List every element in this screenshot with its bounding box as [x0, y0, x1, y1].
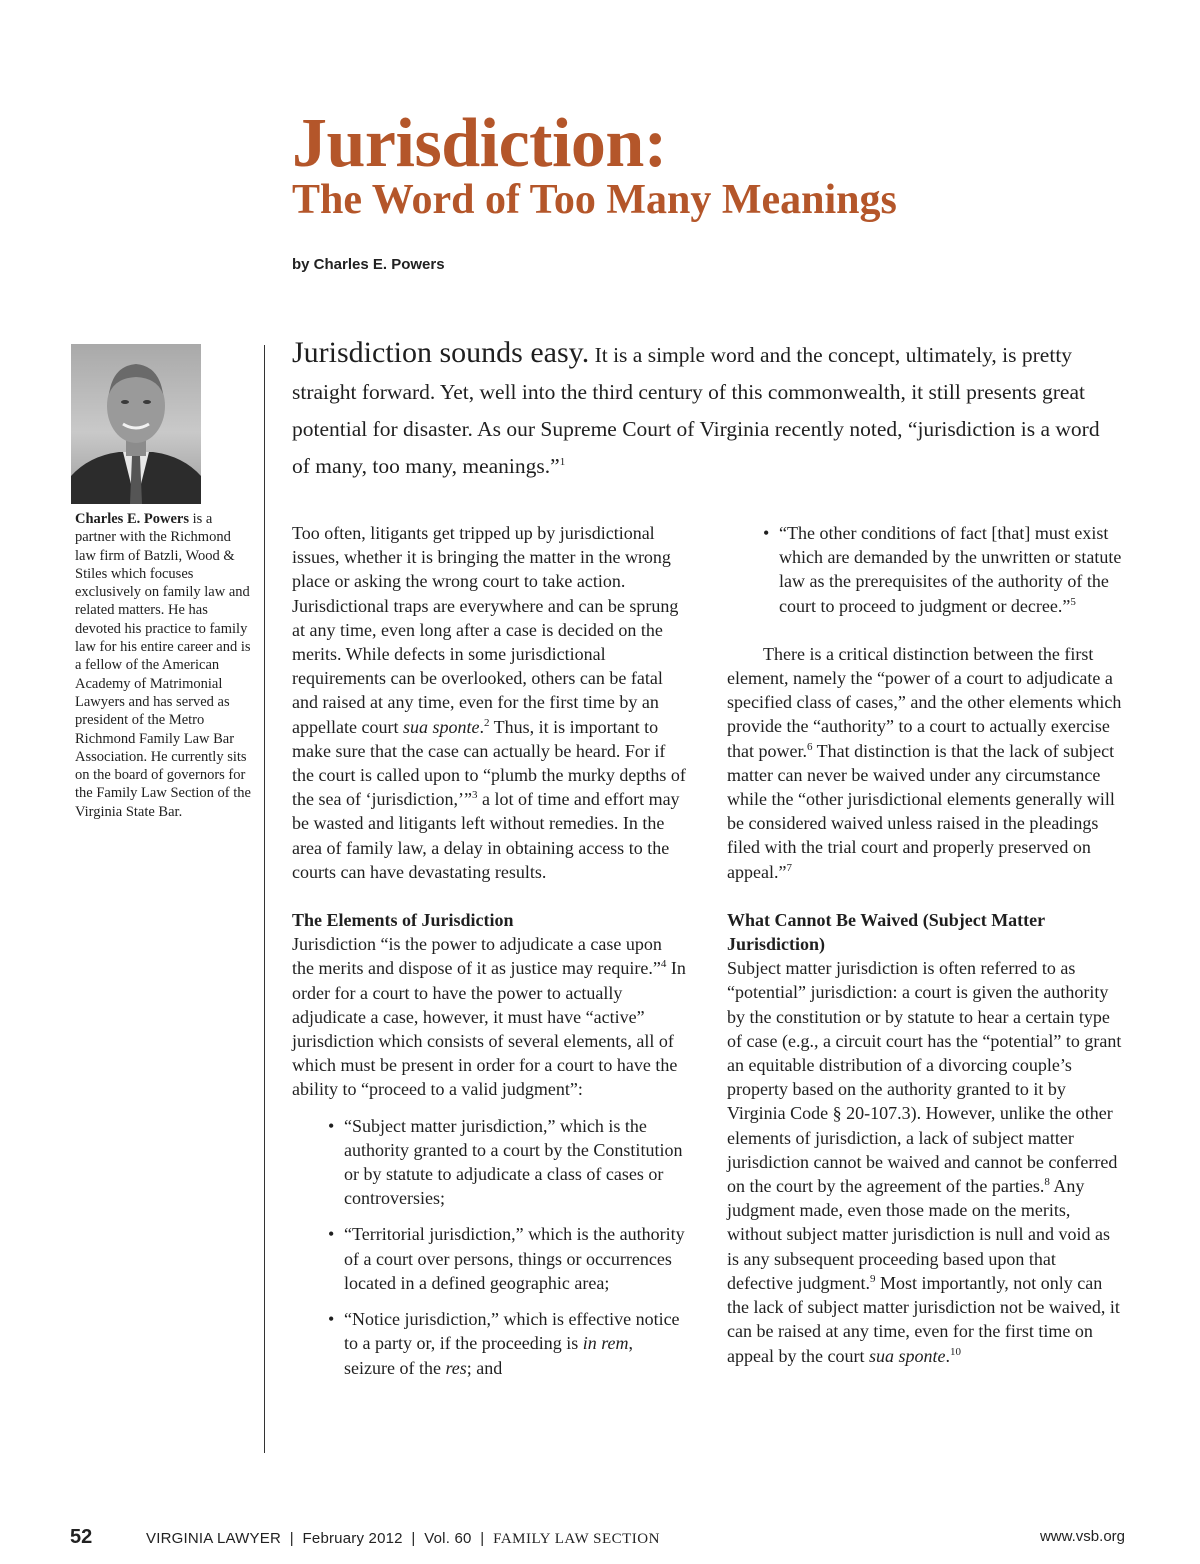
section-heading-cannot-be-waived: What Cannot Be Waived (Subject Matter Jurisdiction): [727, 909, 1045, 955]
subject-matter-paragraph: Subject matter jurisdiction is often referred to as “potential” jurisdiction: a court is given the authority by the constitution or by statute to hear a certain type of case (e.g., a circuit court has the “potential” to grant an equitable distribution of a divorcing couple’s property based on the authority granted to it by Virginia Code § 20-107.3). However, unlike the other elements of jurisdiction, a lack of subject matter jurisdiction cannot be waived and cannot be conferred on the court by the agreement of the parties.$^8$ Any judgment made, even those made on the merits, without subject matter jurisdiction is null and void as is any subsequent proceeding based upon that defective judgment.$^9$ Most importantly, not only can the lack of subject matter jurisdiction not be waived, it can be raised at any time, even for the first time on appeal by the court sua sponte.$^{10}$: [727, 958, 1122, 1366]
footnote-ref: 6: [806, 740, 813, 753]
column-divider: [264, 345, 265, 1453]
website-link[interactable]: www.vsb.org: [1039, 1528, 1125, 1545]
masthead: VIRGINIA LAWYER | February 2012 | Vol. 60 | FAMILY LAW SECTION: [146, 1530, 660, 1547]
lede-text: It is a simple word and the concept, ultimately, is pretty straight forward. Yet, well into the third century of this commonwealth, it still presents great potential for disaster. As our Supreme Court of Virginia recently noted, “jurisdiction is a word of many, too many, meanings.”: [292, 343, 1100, 478]
author-name: Charles E. Powers: [75, 511, 189, 527]
footnote-ref: 2: [483, 716, 490, 729]
article-title: Jurisdiction:: [292, 105, 667, 182]
distinction-paragraph: There is a critical distinction between the first element, namely the “power of a court to adjudicate a specified class of cases,” and the other elements which provide the “authority” to a court to actually exercise that power.$^6$ That distinction is that the lack of subject matter can never be waived under any circumstance while the “other jurisdictional elements generally will be considered waived unless raised in the pleadings filed with the trial court and properly preserved on appeal.”$^7$: [727, 643, 1122, 882]
byline: by Charles E. Powers: [292, 256, 445, 273]
left-column: [292, 521, 687, 1392]
lede-paragraph: [292, 334, 1122, 485]
lede-lead-in: Jurisdiction sounds easy.: [292, 336, 590, 369]
footnote-ref: 5: [1070, 595, 1076, 608]
right-column: [727, 521, 1122, 1368]
article-subtitle: The Word of Too Many Meanings: [292, 177, 897, 223]
footnote-ref: 4: [660, 958, 667, 971]
section-heading-elements: The Elements of Jurisdiction: [292, 910, 514, 931]
footnote-ref: 1: [559, 455, 566, 468]
elements-paragraph: Jurisdiction “is the power to adjudicate a case upon the merits and dispose of it as justice may require.”$^4$ In order for a court to have the power to actually adjudicate a case, however, it must have “active” jurisdiction which consists of several elements, all of which must be present in order for a court to have the ability to “proceed to a valid judgment”:: [292, 934, 686, 1100]
footnote-ref: 7: [786, 861, 792, 874]
footnote-ref: 3: [471, 789, 478, 802]
list-item: • “Territorial jurisdiction,” which is the authority of a court over persons, things or occurrences located in a defined geographic area;: [292, 1222, 687, 1295]
elements-list-continued: [727, 521, 1122, 618]
author-bio-text: is a partner with the Richmond law firm of Batzli, Wood & Stiles which focuses exclusively on family law and related matters. He has devoted his practice to family law for his entire career and is a fellow of the American Academy of Matrimonial Lawyers and has served as president of the Metro Richmond Family Law Bar Association. He currently sits on the board of governors for the Family Law Section of the Virginia State Bar.: [75, 511, 251, 820]
page-footer: [0, 1526, 1200, 1556]
footnote-ref: 9: [869, 1272, 876, 1285]
footnote-ref: 10: [949, 1345, 961, 1358]
author-portrait-image: [71, 344, 201, 504]
list-item: • “The other conditions of fact [that] must exist which are demanded by the unwritten or statute law as the prerequisites of the authority of the court to proceed to judgment or decree.”$^5$: [727, 521, 1122, 618]
author-bio: [75, 510, 255, 821]
list-item: • “Subject matter jurisdiction,” which is the authority granted to a court by the Constitution or by statute to adjudicate a class of cases or controversies;: [292, 1114, 687, 1211]
elements-list: [292, 1114, 687, 1380]
list-item: • “Notice jurisdiction,” which is effective notice to a party or, if the proceeding is in rem, seizure of the res; and: [292, 1307, 687, 1380]
author-photo: [71, 344, 201, 504]
intro-paragraph: Too often, litigants get tripped up by jurisdictional issues, whether it is bringing the matter in the wrong place or asking the wrong court to take action. Jurisdictional traps are everywhere and can be sprung at any time, even long after a case is decided on the merits. While defects in some jurisdictional requirements can be overlooked, others can be fatal and raised at any time, even for the first time by an appellate court sua sponte.$^2$ Thus, it is important to make sure that the case can actually be heard. For if the court is called upon to “plumb the murky depths of the sea of ‘jurisdiction,’”$^3$ a lot of time and effort may be wasted and litigants left without remedies. In the area of family law, a delay in obtaining access to the courts can have devastating results.: [292, 523, 686, 882]
page-number: 52: [70, 1526, 93, 1548]
section-name: FAMILY LAW SECTION: [493, 1531, 660, 1547]
footnote-ref: 8: [1044, 1176, 1050, 1189]
